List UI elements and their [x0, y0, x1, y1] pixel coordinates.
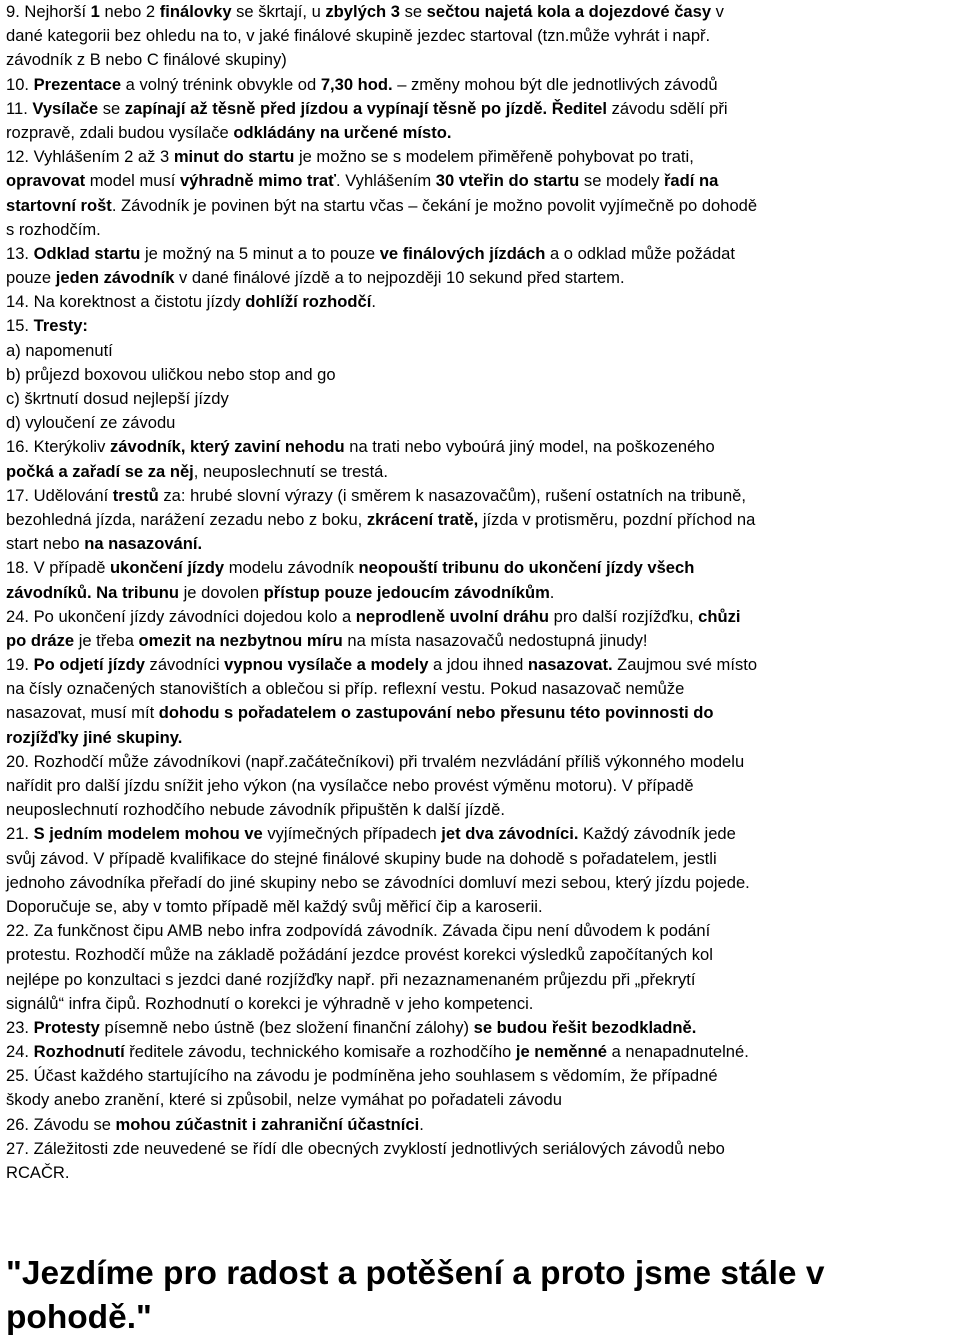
bold-text-run: závodník, který zaviní nehodu: [109, 437, 345, 457]
bold-text-run: opravovat: [6, 171, 86, 191]
text-run: modelu závodník: [224, 558, 359, 578]
text-run: 13.: [6, 243, 34, 263]
text-line: [6, 1016, 954, 1040]
text-run: nebo 2: [99, 2, 160, 21]
text-run: závodník z B nebo C finálové skupiny): [6, 50, 287, 70]
text-run: jízda v protisměru, pozdní příchod na: [478, 509, 756, 529]
text-run: 11.: [6, 98, 33, 118]
text-line: [6, 701, 954, 725]
text-run: se: [399, 2, 427, 21]
motto-line: "Jezdíme pro radost a potěšení a proto jsme stále v: [6, 1255, 825, 1292]
bold-text-run: jet dva závodníci.: [441, 824, 579, 844]
bold-text-run: vypnou vysílače a modely: [224, 655, 429, 675]
bold-text-run: mohou zúčastnit i zahraniční účastníci: [115, 1114, 420, 1134]
bold-text-run: minut do startu: [173, 147, 295, 167]
text-line: [6, 194, 954, 218]
text-run: start nebo: [6, 534, 85, 554]
text-run: signálů“ infra čipů. Rozhodnutí o korekci je výhradně v jeho kompetenci.: [6, 993, 534, 1013]
bold-text-run: Ředitel: [551, 98, 607, 118]
text-run: bezohledná jízda, narážení zezadu nebo z boku,: [6, 509, 367, 529]
bold-text-run: ukončení jízdy: [110, 558, 225, 578]
text-run: Zaujmou své místo: [612, 655, 758, 675]
text-run: ředitele závodu, technického komisaře a rozhodčího: [124, 1042, 516, 1062]
text-run: 21.: [6, 824, 34, 844]
text-run: 24.: [6, 1042, 34, 1062]
text-line: [6, 677, 954, 701]
text-line: [6, 822, 954, 846]
text-run: model musí: [85, 171, 180, 191]
text-run: , neuposlechnutí se trestá.: [193, 461, 388, 481]
text-line: [6, 774, 954, 798]
bold-text-run: neprodleně uvolní dráhu: [355, 606, 550, 626]
rules-document: [6, 0, 956, 1185]
text-run: 16. Kterýkoliv: [6, 437, 110, 457]
text-run: 17. Udělování: [6, 485, 113, 505]
text-line: [6, 943, 954, 967]
text-run: c) škrtnutí dosud nejlepší jízdy: [6, 389, 229, 408]
bold-text-run: nasazovat.: [527, 655, 613, 675]
text-line: [6, 653, 954, 677]
text-line: [6, 121, 954, 145]
text-run: se modely: [579, 171, 664, 191]
bold-text-run: počká a zařadí se za něj: [6, 461, 194, 481]
bold-text-run: Na tribunu: [96, 582, 179, 602]
text-line: [6, 1040, 954, 1064]
text-run: Každý závodník jede: [578, 824, 736, 844]
text-line: [6, 435, 954, 459]
bold-text-run: chůzi: [698, 606, 741, 626]
text-run: na místa nasazovačů nedostupná jinudy!: [342, 630, 648, 650]
text-line: [6, 1088, 954, 1112]
text-run: na trati nebo vyboúrá jiný model, na poškozeného: [344, 437, 715, 457]
text-run: a volný trénink obvykle od: [121, 74, 321, 94]
text-run: RCAČR.: [6, 1163, 70, 1182]
text-run: . Závodník je povinen být na startu včas – čekání je možno povolit vyjímečně po dohodě: [111, 195, 758, 215]
text-line: [6, 363, 954, 387]
text-run: 25. Účast každého startujícího na závodu je podmíněna jeho souhlasem s vědomím, že případné: [6, 1066, 718, 1086]
text-run: a) napomenutí: [6, 340, 113, 360]
text-run: 23.: [6, 1017, 34, 1037]
bold-text-run: zapínají až těsně před jízdou a vypínají těsně po jízdě.: [124, 98, 548, 118]
text-run: 12. Vyhlášením 2 až 3: [6, 147, 174, 167]
text-line: [6, 798, 954, 822]
text-line: [6, 24, 954, 48]
text-run: jednoho závodníka přeřadí do jiné skupiny nebo se závodníci domluví mezi sebou, který jízdu pojede.: [6, 872, 750, 892]
bold-text-run: zbylých 3: [325, 2, 400, 21]
bold-text-run: Po odjetí jízdy: [33, 655, 145, 675]
text-line: [6, 726, 954, 750]
text-line: [6, 411, 954, 435]
text-run: . Vyhlášením: [336, 171, 436, 191]
text-run: škody anebo zranění, které si způsobil, nelze vymáhat po pořadateli závodu: [6, 1090, 562, 1110]
text-run: Doporučuje se, aby v tomto případě měl každý svůj měřicí čip a karoserii.: [6, 896, 543, 916]
text-run: 19.: [6, 655, 34, 675]
text-line: [6, 314, 954, 338]
text-run: vyjímečných případech: [262, 824, 442, 844]
text-run: a nenapadnutelné.: [607, 1042, 749, 1062]
text-run: v: [711, 2, 724, 21]
bold-text-run: jeden závodník: [55, 268, 175, 288]
text-run: d) vyloučení ze závodu: [6, 413, 176, 433]
text-run: b) průjezd boxovou uličkou nebo stop and go: [6, 364, 336, 384]
text-run: 18. V případě: [6, 558, 111, 578]
text-line: [6, 895, 954, 919]
bold-text-run: Protesty: [33, 1017, 100, 1037]
bold-text-run: omezit na nezbytnou míru: [138, 630, 343, 650]
text-run: nařídit pro další jízdu snížit jeho výkon (na vysílačce nebo provést výměnu motoru). V případě: [6, 776, 694, 795]
text-line: [6, 750, 954, 774]
bold-text-run: sečtou najetá kola a dojezdové časy: [426, 2, 712, 21]
text-line: [6, 847, 954, 871]
text-line: [6, 556, 954, 580]
text-line: [6, 460, 954, 484]
text-run: 10.: [6, 74, 34, 94]
text-run: je dovolen: [178, 582, 264, 602]
text-line: [6, 1161, 954, 1185]
text-line: [6, 919, 954, 943]
text-line: [6, 97, 954, 121]
bold-text-run: Rozhodnutí: [33, 1042, 125, 1062]
text-line: [6, 581, 954, 605]
bold-text-run: rozjížďky jiné skupiny.: [6, 727, 183, 747]
text-run: je třeba: [74, 630, 139, 650]
text-run: 14. Na korektnost a čistotu jízdy: [6, 292, 246, 312]
text-run: 15.: [6, 316, 34, 336]
bold-text-run: řadí na: [663, 171, 719, 191]
bold-text-run: výhradně mimo trať: [179, 171, 337, 191]
bold-text-run: 1: [90, 2, 100, 21]
text-run: .: [419, 1114, 424, 1134]
bold-text-run: Prezentace: [33, 74, 122, 94]
text-line: [6, 169, 954, 193]
text-run: pouze: [6, 268, 56, 288]
text-run: závodníci: [144, 655, 225, 675]
text-run: 26. Závodu se: [6, 1114, 116, 1134]
text-run: závodu sdělí při: [606, 98, 728, 118]
bold-text-run: finálovky: [159, 2, 232, 21]
bold-text-run: startovní rošt: [6, 195, 112, 215]
text-line: [6, 871, 954, 895]
text-line: [6, 532, 954, 556]
text-run: je možný na 5 minut a to pouze: [140, 243, 380, 263]
text-run: a o odklad může požádat: [545, 243, 735, 263]
text-line: [6, 0, 954, 24]
bold-text-run: S jedním modelem mohou ve: [33, 824, 263, 844]
text-line: [6, 968, 954, 992]
bold-text-run: zkrácení tratě,: [366, 509, 479, 529]
bold-text-run: Odklad startu: [33, 243, 141, 263]
text-run: 9. Nejhorší: [6, 2, 91, 21]
text-run: za: hrubé slovní výrazy (i směrem k nasazovačům), rušení ostatních na tribuně,: [158, 485, 746, 505]
bold-text-run: je neměnné: [515, 1042, 608, 1062]
bold-text-run: Tresty:: [33, 316, 88, 336]
bold-text-run: po dráze: [6, 630, 75, 650]
text-line: [6, 145, 954, 169]
bold-text-run: závodníků.: [6, 582, 92, 602]
text-run: 22. Za funkčnost čipu AMB nebo infra zodpovídá závodník. Závada čipu není důvodem k podání: [6, 921, 711, 941]
text-run: rozpravě, zdali budou vysílače: [6, 122, 234, 142]
bold-text-run: ve finálových jízdách: [379, 243, 546, 263]
text-line: [6, 48, 954, 72]
text-run: protestu. Rozhodčí může na základě požádání jezdce provést korekci výsledků započítaných kol: [6, 945, 713, 965]
text-run: se škrtají, u: [231, 2, 326, 21]
motto-line: pohodě.": [6, 1299, 152, 1336]
text-run: – změny mohou být dle jednotlivých závodů: [392, 74, 718, 94]
text-line: [6, 629, 954, 653]
text-line: [6, 73, 954, 97]
text-line: [6, 290, 954, 314]
text-run: neuposlechnutí rozhodčího nebude závodník připuštěn k další jízdě.: [6, 800, 505, 820]
bold-text-run: dohlíží rozhodčí: [245, 292, 372, 312]
bold-text-run: přístup pouze jedoucím závodníkům: [263, 582, 550, 602]
bold-text-run: odkládány na určené místo.: [233, 122, 452, 142]
text-line: [6, 339, 954, 363]
bold-text-run: neopouští tribunu do ukončení jízdy všech: [358, 558, 695, 578]
text-run: na čísly označených stanovištích a oblečou si příp. reflexní vestu. Pokud nasazovač nemůže: [6, 679, 685, 699]
text-run: a jdou ihned: [428, 655, 528, 675]
text-run: svůj závod. V případě kvalifikace do stejné finálové skupiny bude na dohodě s pořadatelem, jestli: [6, 848, 717, 868]
text-line: [6, 484, 954, 508]
bold-text-run: se budou řešit bezodkladně.: [473, 1017, 697, 1037]
text-run: .: [371, 292, 376, 312]
text-run: .: [549, 582, 555, 602]
bold-text-run: 30 vteřin do startu: [435, 171, 580, 191]
text-run: se: [98, 98, 125, 118]
bold-text-run: dohodu s pořadatelem o zastupování nebo přesunu této povinnosti do: [158, 703, 714, 723]
text-run: v dané finálové jízdě a to nejpozději 10 sekund před startem.: [174, 268, 625, 288]
text-line: [6, 266, 954, 290]
text-line: [6, 992, 954, 1016]
text-line: [6, 387, 954, 411]
bold-text-run: Vysílače: [32, 98, 99, 118]
text-run: s rozhodčím.: [6, 219, 101, 239]
text-line: [6, 242, 954, 266]
text-line: [6, 508, 954, 532]
text-line: [6, 1064, 954, 1088]
text-run: pro další rozjížďku,: [549, 606, 699, 626]
text-run: 24. Po ukončení jízdy závodníci dojedou kolo a: [6, 606, 356, 626]
bold-text-run: na nasazování.: [84, 534, 203, 554]
text-run: 27. Záležitosti zde neuvedené se řídí dle obecných zvyklostí jednotlivých seriálových závodů nebo: [6, 1138, 725, 1158]
text-line: [6, 218, 954, 242]
text-run: 20. Rozhodčí může závodníkovi (např.začátečníkovi) při trvalém nezvládání příliš výkonného modelu: [6, 751, 745, 771]
bold-text-run: 7,30 hod.: [320, 74, 393, 94]
text-run: je možno se s modelem přiměřeně pohybovat po trati,: [294, 147, 694, 167]
bold-text-run: trestů: [112, 485, 159, 505]
text-run: nejlépe po konzultaci s jezdci dané rozjížďky např. při nezaznamenaném průjezdu při „překrytí: [6, 969, 696, 989]
text-line: [6, 1137, 954, 1161]
closing-motto: [6, 1252, 956, 1340]
text-line: [6, 605, 954, 629]
text-run: písemně nebo ústně (bez složení finanční zálohy): [99, 1017, 474, 1037]
text-run: nasazovat, musí mít: [6, 703, 159, 723]
text-run: dané kategorii bez ohledu na to, v jaké finálové skupině jezdec startoval (tzn.může vyhrát i např.: [6, 26, 711, 46]
text-line: [6, 1113, 954, 1137]
